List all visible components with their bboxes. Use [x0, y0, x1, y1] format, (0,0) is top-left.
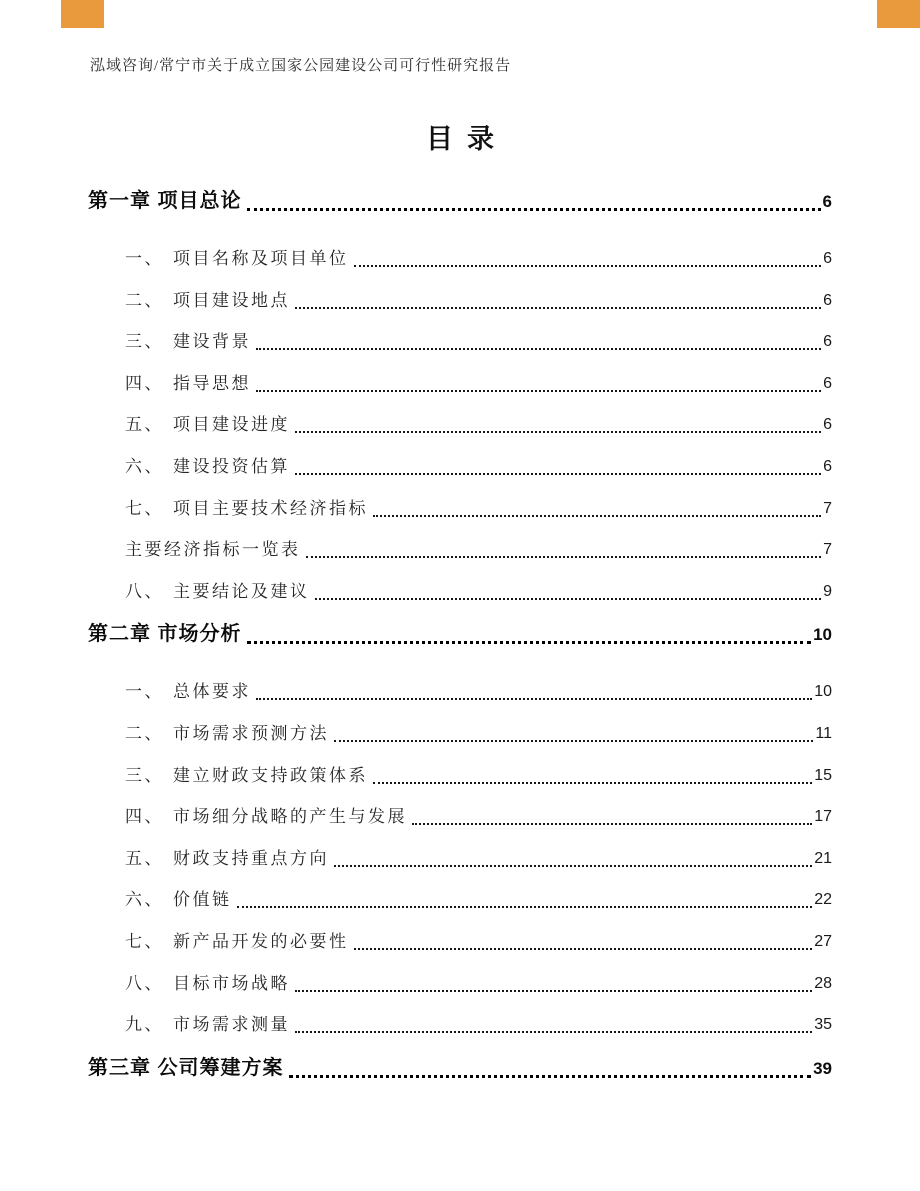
dot-leader — [289, 1075, 812, 1078]
item-number: 九、 — [125, 1015, 164, 1035]
item-number: 六、 — [125, 890, 164, 910]
toc-item-row[interactable] — [125, 722, 832, 746]
chapter-page-number: 10 — [813, 625, 832, 645]
toc-item-row[interactable] — [125, 847, 832, 871]
item-number: 三、 — [125, 332, 164, 352]
item-number: 六、 — [125, 456, 164, 476]
toc-chapter-row[interactable] — [88, 188, 832, 215]
dot-leader — [334, 865, 812, 867]
corner-accent-left — [61, 0, 104, 28]
toc-chapters — [88, 188, 832, 1082]
item-title: 指导思想 — [173, 373, 251, 393]
toc-item-row[interactable] — [125, 413, 832, 437]
item-title: 新产品开发的必要性 — [173, 931, 349, 951]
dot-leader — [256, 348, 821, 350]
toc — [88, 120, 832, 1082]
toc-item-row[interactable] — [125, 372, 832, 396]
toc-item-row[interactable] — [125, 680, 832, 704]
item-page-number: 6 — [823, 416, 832, 434]
dot-leader — [247, 641, 812, 644]
item-title: 价值链 — [173, 890, 232, 910]
item-number: 七、 — [125, 931, 164, 951]
item-page-number: 6 — [823, 250, 832, 267]
item-page-number: 21 — [814, 849, 832, 867]
item-title: 建立财政支持政策体系 — [173, 765, 368, 785]
item-number: 三、 — [125, 765, 164, 785]
item-title: 项目主要技术经济指标 — [173, 498, 368, 518]
item-page-number: 6 — [823, 291, 832, 309]
toc-item-row[interactable] — [125, 497, 832, 521]
dot-leader — [247, 208, 821, 211]
item-page-number: 27 — [814, 932, 832, 950]
item-title: 财政支持重点方向 — [173, 848, 329, 868]
item-title: 目标市场战略 — [173, 973, 290, 993]
item-number: 五、 — [125, 415, 164, 435]
dot-leader — [256, 698, 812, 700]
item-title: 主要经济指标一览表 — [125, 540, 301, 560]
dot-leader — [295, 990, 812, 992]
item-number: 一、 — [125, 682, 164, 702]
toc-item-row[interactable] — [125, 764, 832, 788]
item-title: 主要结论及建议 — [173, 581, 310, 601]
item-page-number: 10 — [814, 683, 832, 701]
item-page-number: 15 — [814, 766, 832, 784]
item-title: 市场需求测量 — [173, 1015, 290, 1035]
item-page-number: 35 — [814, 1016, 832, 1034]
chapter-items — [88, 680, 832, 1037]
dot-leader — [295, 473, 821, 475]
item-page-number: 6 — [823, 374, 832, 392]
item-number: 五、 — [125, 848, 164, 868]
toc-item-row[interactable] — [125, 930, 832, 954]
toc-chapter — [88, 188, 832, 604]
toc-item-row[interactable] — [125, 538, 832, 562]
chapter-label: 第一章 项目总论 — [88, 190, 242, 212]
item-page-number: 6 — [823, 333, 832, 351]
dot-leader — [354, 948, 813, 950]
toc-item-row[interactable] — [125, 289, 832, 313]
item-page-number: 7 — [823, 499, 832, 517]
item-number: 四、 — [125, 807, 164, 827]
toc-item-row[interactable] — [125, 972, 832, 996]
chapter-items — [88, 247, 832, 604]
dot-leader — [373, 515, 821, 517]
item-page-number: 6 — [823, 457, 832, 475]
dot-leader — [373, 782, 812, 784]
corner-accent-right — [877, 0, 920, 28]
toc-item-row[interactable] — [125, 888, 832, 912]
item-number: 一、 — [125, 249, 164, 268]
toc-chapter-row[interactable] — [88, 621, 832, 648]
item-title: 总体要求 — [173, 682, 251, 702]
item-page-number: 7 — [823, 541, 832, 559]
item-number: 二、 — [125, 290, 164, 310]
dot-leader — [295, 431, 821, 433]
item-title: 市场细分战略的产生与发展 — [173, 807, 407, 827]
dot-leader — [306, 556, 822, 558]
item-title: 市场需求预测方法 — [173, 723, 329, 743]
item-page-number: 9 — [823, 582, 832, 600]
item-page-number: 11 — [815, 724, 832, 742]
item-number: 二、 — [125, 723, 164, 743]
dot-leader — [237, 906, 813, 908]
item-number: 四、 — [125, 373, 164, 393]
dot-leader — [295, 307, 821, 309]
dot-leader — [354, 265, 822, 267]
item-title: 建设投资估算 — [173, 456, 290, 476]
toc-chapter — [88, 1055, 832, 1082]
toc-item-row[interactable] — [125, 455, 832, 479]
toc-chapter-row[interactable] — [88, 1055, 832, 1082]
item-number: 八、 — [125, 581, 164, 601]
toc-item-row[interactable] — [125, 1013, 832, 1037]
item-number: 七、 — [125, 498, 164, 518]
item-page-number: 17 — [814, 808, 832, 826]
item-page-number: 22 — [814, 891, 832, 909]
item-title: 项目名称及项目单位 — [173, 249, 349, 268]
chapter-page-number: 39 — [813, 1058, 832, 1078]
dot-leader — [334, 740, 813, 742]
chapter-label: 第三章 公司筹建方案 — [88, 1056, 284, 1079]
running-header: 泓域咨询/常宁市关于成立国家公园建设公司可行性研究报告 — [90, 58, 512, 74]
toc-item-row[interactable] — [125, 805, 832, 829]
dot-leader — [256, 390, 821, 392]
item-number: 八、 — [125, 973, 164, 993]
chapter-label: 第二章 市场分析 — [88, 623, 242, 646]
page-title: 目录 — [426, 124, 508, 154]
dot-leader — [315, 598, 822, 600]
toc-item-row[interactable] — [125, 330, 832, 354]
item-page-number: 28 — [814, 974, 832, 992]
item-title: 建设背景 — [173, 332, 251, 352]
dot-leader — [295, 1031, 812, 1033]
chapter-page-number: 6 — [822, 192, 832, 211]
toc-chapter — [88, 621, 832, 1037]
item-title: 项目建设进度 — [173, 415, 290, 435]
dot-leader — [412, 823, 812, 825]
toc-item-row[interactable] — [125, 580, 832, 604]
item-title: 项目建设地点 — [173, 290, 290, 310]
toc-item-row[interactable] — [125, 247, 832, 271]
